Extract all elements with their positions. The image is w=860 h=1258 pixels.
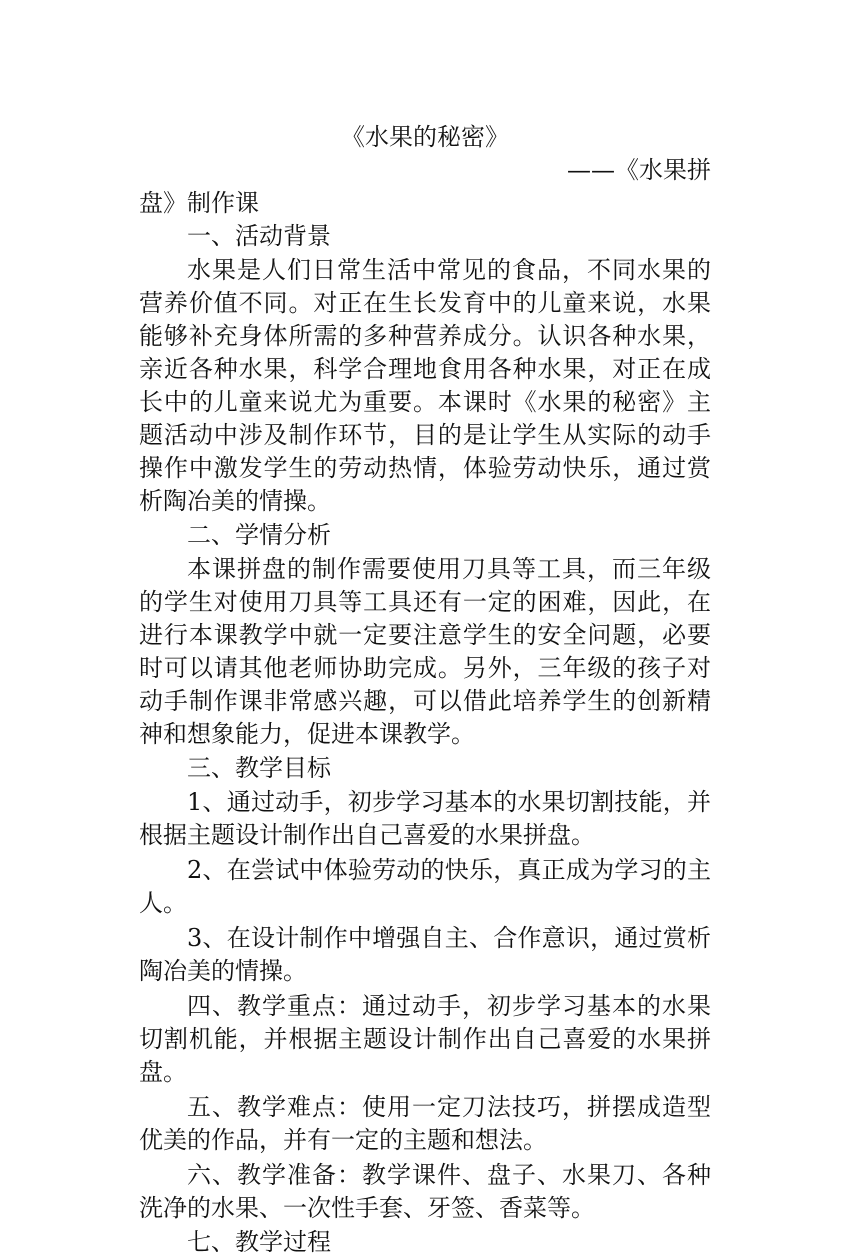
section-difficulties: 五、教学难点：使用一定刀法技巧，拼摆成造型优美的作品，并有一定的主题和想法。 — [139, 1093, 711, 1154]
document-subtitle-line2: 盘》制作课 — [139, 189, 259, 217]
section-text-analysis: 本课拼盘的制作需要使用刀具等工具，而三年级的学生对使用刀具等工具还有一定的困难，因此，在进行本课教学中就一定要注意学生的安全问题，必要时可以请其他老师协助完成。另外，三年级的孩子对动手制作课非常感兴趣，可以借此培养学生的创新精神和想象能力，促进本课教学。 — [139, 555, 711, 748]
document-subtitle-line1: ——《水果拼 — [567, 156, 711, 184]
section-heading-process: 七、教学过程 — [187, 1228, 331, 1256]
goal-item-3: 3、在设计制作中增强自主、合作意识，通过赏析陶冶美的情操。 — [139, 924, 711, 985]
section-heading-goals: 三、教学目标 — [187, 754, 331, 782]
goal-item-1: 1、通过动手，初步学习基本的水果切割技能，并根据主题设计制作出自己喜爱的水果拼盘。 — [139, 788, 711, 849]
document-title: 《水果的秘密》 — [341, 123, 509, 151]
goal-item-2: 2、在尝试中体验劳动的快乐，真正成为学习的主人。 — [139, 856, 711, 917]
section-key-points: 四、教学重点：通过动手，初步学习基本的水果切割机能，并根据主题设计制作出自己喜爱的水果拼盘。 — [139, 992, 711, 1086]
document-body — [139, 122, 711, 1258]
section-heading-analysis: 二、学情分析 — [187, 521, 331, 549]
section-text-background: 水果是人们日常生活中常见的食品，不同水果的营养价值不同。对正在生长发育中的儿童来说，水果能够补充身体所需的多种营养成分。认识各种水果，亲近各种水果，科学合理地食用各种水果，对正在成长中的儿童来说尤为重要。本课时《水果的秘密》主题活动中涉及制作环节，目的是让学生从实际的动手操作中激发学生的劳动热情，体验劳动快乐，通过赏析陶冶美的情操。 — [139, 256, 711, 515]
section-heading-background: 一、活动背景 — [187, 222, 331, 250]
section-preparation: 六、教学准备：教学课件、盘子、水果刀、各种洗净的水果、一次性手套、牙签、香菜等。 — [139, 1161, 711, 1222]
